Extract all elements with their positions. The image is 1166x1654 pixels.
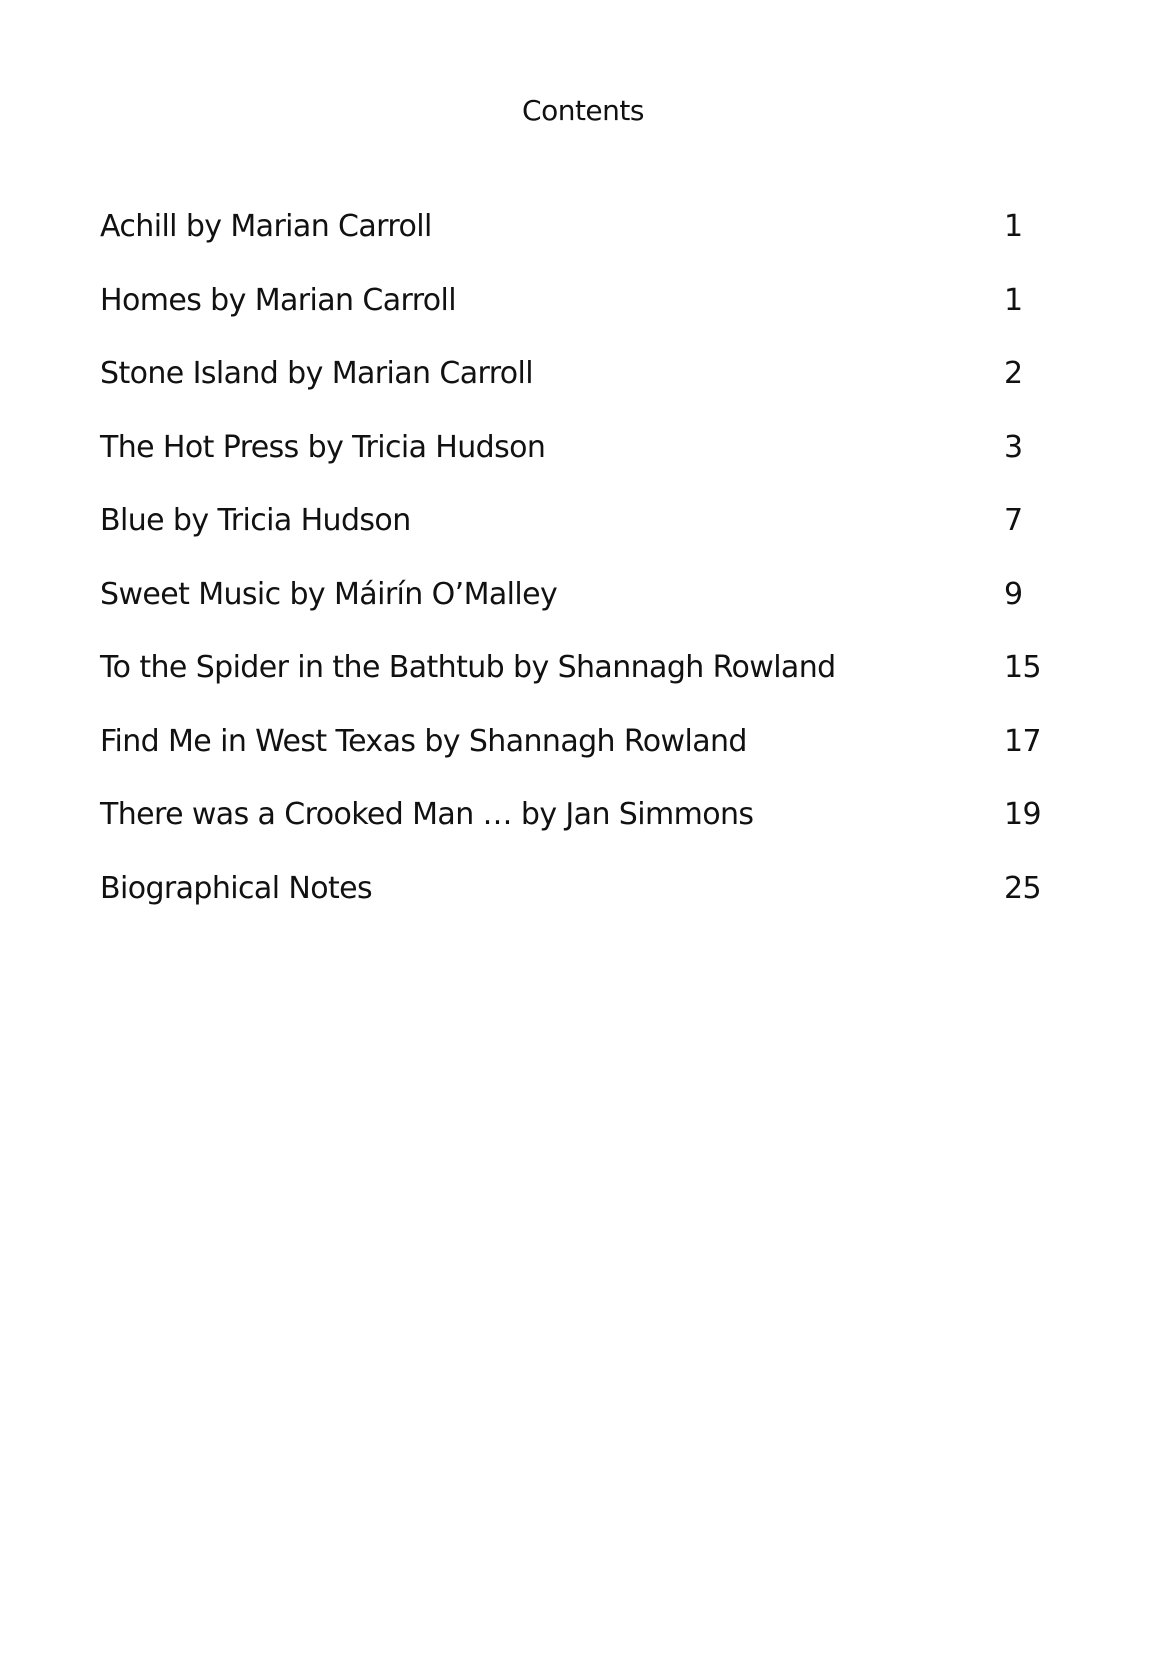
toc-entry bbox=[100, 430, 1050, 504]
table-of-contents bbox=[100, 209, 1050, 944]
toc-entry-title: Blue by Tricia Hudson bbox=[100, 503, 411, 538]
toc-entry-title: Sweet Music by Máirín O’Malley bbox=[100, 576, 558, 612]
toc-entry-page-number: 1 bbox=[1004, 209, 1023, 244]
toc-entry-title: Stone Island by Marian Carroll bbox=[100, 356, 533, 391]
toc-entry-page-number: 19 bbox=[1004, 797, 1041, 832]
toc-entry bbox=[100, 503, 1050, 577]
contents-heading: Contents bbox=[522, 94, 644, 127]
toc-entry-title: Find Me in West Texas by Shannagh Rowland bbox=[100, 723, 747, 759]
toc-entry-title: Biographical Notes bbox=[100, 870, 373, 906]
toc-entry-page-number: 17 bbox=[1004, 723, 1041, 759]
toc-entry-title: To the Spider in the Bathtub by Shannagh Rowland bbox=[100, 650, 836, 685]
toc-entry-page-number: 15 bbox=[1004, 650, 1041, 685]
toc-entry-title: Achill by Marian Carroll bbox=[100, 209, 432, 244]
toc-entry bbox=[100, 356, 1050, 430]
toc-entry bbox=[100, 724, 1050, 798]
toc-entry bbox=[100, 577, 1050, 651]
toc-entry-title: Homes by Marian Carroll bbox=[100, 282, 456, 318]
toc-entry-page-number: 3 bbox=[1004, 429, 1023, 465]
toc-entry-title: There was a Crooked Man … by Jan Simmons bbox=[100, 797, 754, 832]
toc-entry bbox=[100, 797, 1050, 871]
toc-entry-page-number: 9 bbox=[1004, 576, 1023, 612]
toc-entry bbox=[100, 209, 1050, 283]
toc-entry bbox=[100, 650, 1050, 724]
toc-entry bbox=[100, 871, 1050, 945]
toc-entry-page-number: 7 bbox=[1004, 503, 1023, 538]
toc-entry-page-number: 1 bbox=[1004, 282, 1023, 318]
toc-entry-title: The Hot Press by Tricia Hudson bbox=[100, 429, 546, 465]
toc-entry bbox=[100, 283, 1050, 357]
toc-entry-page-number: 2 bbox=[1004, 356, 1023, 391]
toc-entry-page-number: 25 bbox=[1004, 870, 1041, 906]
